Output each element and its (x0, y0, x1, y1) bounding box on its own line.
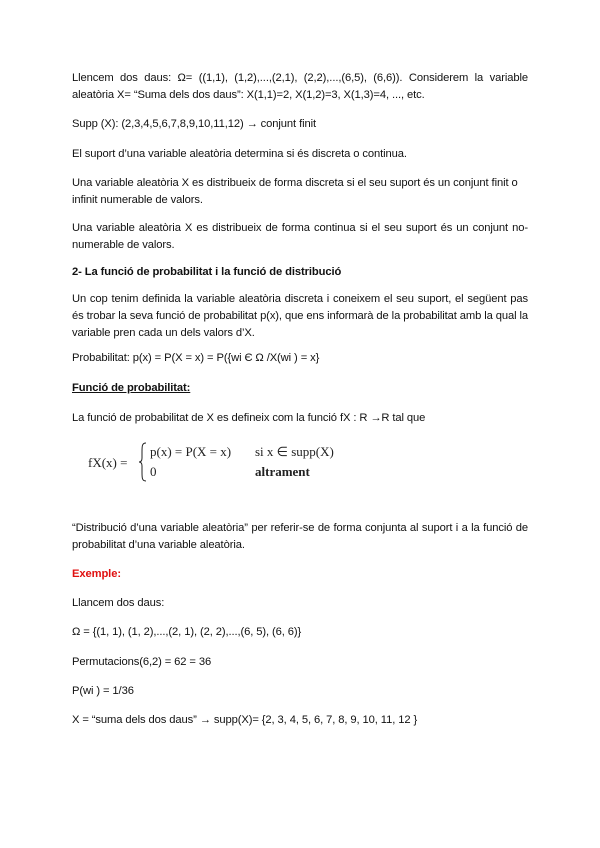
curly-brace-icon (138, 442, 148, 482)
probability-function-intro: Un cop tenim definida la variable aleatòria discreta i coneixem el seu suport, el següent pas és trobar la seva funció de probabilitat p(x), que ens informarà de la probabilitat amb la qual la variable pren cada un dels valors d’X. (72, 293, 528, 339)
intro-paragraph: Llencem dos daus: Ω= ((1,1), (1,2),...,(2,1), (2,2),...,(6,5), (6,6)). Considerem la variable aleatòria X= “Suma dels dos daus”: X(1,1)=2, X(1,2)=3, X(1,3)=4, ..., etc. (72, 72, 528, 101)
example-label: Exemple: (72, 568, 121, 580)
continuous-definition: Una variable aleatòria X es distribueix de forma continua si el seu suport és un conjunt no-numerable de valors. (72, 222, 528, 251)
example-line-3: Permutacions(6,2) = 62 = 36 (72, 656, 212, 668)
example-line-4: P(wi ) = 1/36 (72, 685, 134, 697)
subheading-probability-function: Funció de probabilitat: (72, 382, 191, 394)
formula-lhs: fX(x) = (88, 455, 128, 470)
discrete-definition: Una variable aleatòria X es distribueix de forma discreta si el seu suport és un conjunt finit o infinit numerable de valors. (72, 177, 518, 206)
support-definition: El suport d’una variable aleatòria determina si és discreta o continua. (72, 148, 407, 160)
probability-line: Probabilitat: p(x) = P(X = x) = P({wi Є Ω /X(wi ) = x} (72, 352, 320, 364)
example-line-5: X = “suma dels dos daus” → supp(X)= {2, 3, 4, 5, 6, 7, 8, 9, 10, 11, 12 } (72, 714, 418, 726)
support-line: Supp (X): (2,3,4,5,6,7,8,9,10,11,12) → conjunt finit (72, 118, 316, 130)
probability-formula (88, 440, 348, 488)
formula-row2-condition: altrament (255, 464, 310, 479)
formula-row2-expression: 0 (150, 464, 157, 479)
example-line-2: Ω = {(1, 1), (1, 2),...,(2, 1), (2, 2),...,(6, 5), (6, 6)} (72, 626, 302, 638)
formula-row1-condition: si x ∈ supp(X) (255, 444, 334, 459)
distribution-paragraph: “Distribució d’una variable aleatòria” per referir-se de forma conjunta al suport i a la funció de probabilitat d’una variable aleatòria. (72, 522, 528, 551)
section-heading: 2- La funció de probabilitat i la funció de distribució (72, 266, 342, 278)
function-definition: La funció de probabilitat de X es defineix com la funció fX : R →R tal que (72, 412, 426, 424)
example-line-1: Llancem dos daus: (72, 597, 165, 609)
formula-row1-expression: p(x) = P(X = x) (150, 444, 232, 459)
